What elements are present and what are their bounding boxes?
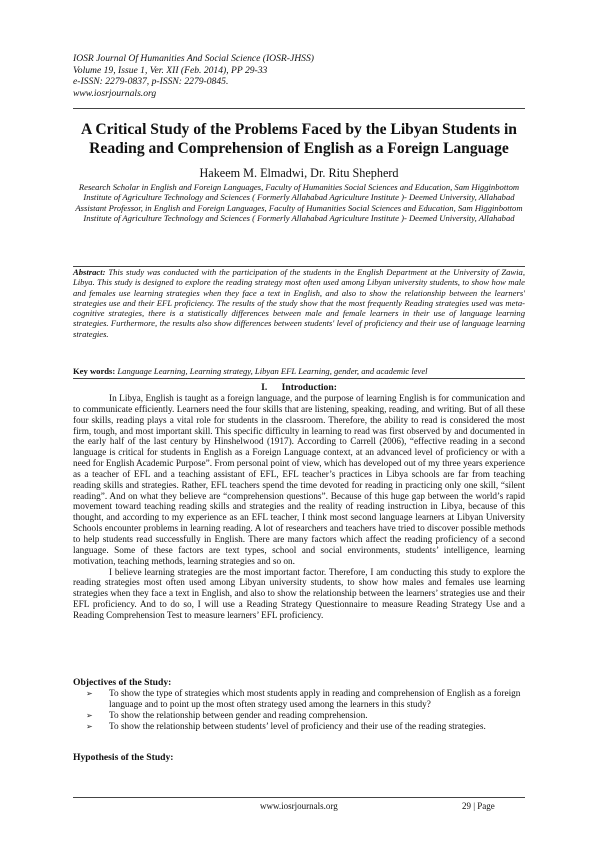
abstract-label: Abstract:	[73, 267, 106, 277]
list-item-text: To show the relationship between students’ level of proficiency and their use of the reading strategies.	[109, 721, 486, 732]
paragraph: I believe learning strategies are the most important factor. Therefore, I am conducting this study to explore the reading strategies most often used among Libyan university students, to show how males and females use learning strategies when they face a text in English, and also to show the relationship between the learners’ strategies use and their EFL proficiency. And to do so, I will use a Reading Strategy Questionnaire to measure Reading Strategy Use and a Reading Comprehension Test to measure learners’ EFL proficiency.	[73, 567, 525, 621]
objectives-list	[73, 689, 525, 732]
footer-divider	[73, 797, 525, 798]
abstract-text: This study was conducted with the participation of the students in the English Department at the University of Zawia, Libya. This study is designed to explore the reading strategy most often used among Libyan university students, to show how male and females use learning strategies when they face a text in English, and also to show the relationship between the learners' strategies use and their EFL proficiency. The results of the study show that the most frequently Reading strategies used was meta-cognitive strategies, there is a statistically differences between male and female learners in their use of language learning strategies. Furthermore, the results also show differences between students' level of proficiency and their use of language learning strategies.	[73, 267, 525, 339]
keywords-label: Key words:	[73, 366, 116, 376]
list-item	[73, 711, 525, 722]
affiliation-1: Research Scholar in English and Foreign Languages, Faculty of Humanities Social Sciences and Education, Sam Higginbottom Institute of Agriculture Technology and Sciences ( Formerly Allahabad Agriculture Institute )- Deemed University, Allahabad	[78, 182, 520, 203]
affiliation-2: Assistant Professor, in English and Foreign Languages, Faculty of Humanities Social Sciences and Education, Sam Higginbottom Institute of Agriculture Technology and Sciences ( Formerly Allahabad Agriculture Institute )- Deemed University, Allahabad	[75, 202, 523, 224]
section-heading-introduction	[73, 382, 525, 393]
keywords	[73, 366, 525, 376]
arrow-bullet-icon: ➢	[86, 710, 93, 720]
introduction-body	[73, 394, 525, 622]
objectives-heading: Objectives of the Study:	[73, 677, 172, 688]
hypothesis-heading: Hypothesis of the Study:	[73, 752, 174, 763]
header-divider	[73, 108, 525, 109]
list-item	[73, 689, 525, 711]
journal-header	[73, 53, 523, 99]
abstract-divider-bottom	[73, 378, 525, 379]
keywords-text: Language Learning, Learning strategy, Libyan EFL Learning, gender, and academic level	[117, 366, 428, 376]
paper-title: A Critical Study of the Problems Faced by the Libyan Students in Reading and Comprehension of English as a Foreign Language	[81, 121, 517, 157]
list-item-text: To show the relationship between gender and reading comprehension.	[109, 710, 368, 721]
journal-issn: e-ISSN: 2279-0837, p-ISSN: 2279-0845.	[73, 76, 229, 88]
page-number: 29 | Page	[462, 801, 495, 811]
arrow-bullet-icon: ➢	[86, 721, 93, 731]
list-item-text: To show the type of strategies which most students apply in reading and comprehension of English as a foreign language and to point up the most often strategy used among the learners in this study?	[109, 689, 521, 710]
journal-url[interactable]: www.iosrjournals.org	[73, 87, 157, 99]
section-number: I.	[261, 382, 268, 393]
list-item	[73, 722, 525, 733]
footer-url[interactable]: www.iosrjournals.org	[260, 801, 338, 811]
journal-name: IOSR Journal Of Humanities And Social Science (IOSR-JHSS)	[73, 53, 314, 64]
author-affiliations	[73, 182, 525, 224]
journal-volume: Volume 19, Issue 1, Ver. XII (Feb. 2014), PP 29-33	[73, 64, 268, 76]
paragraph: In Libya, English is taught as a foreign language, and the purpose of learning English is for communication and to communicate efficiently. Learners need the four skills that are listening, speaking, reading, and writing. But of all these four skills, reading plays a vital role for students in the classroom. Therefore, the ability to read is considered the most firm, tough, and most important skill. This specific difficulty in learning to read was first observed by and documented in the early half of the last century by Hinshelwood (1917). According to Carrell (2006), “effective reading in a second language is critical for students in English as a Foreign Language context, at an advanced level of proficiency or with a need for English Academic Purpose”. From personal point of view, which has developed out of my three years experience as a teacher of EFL and a teaching assistant of EFL, EFL teacher’s practices in Libya schools are far from teaching reading skills and strategies. Rather, EFL teachers spend the time devoted for reading in practicing only one skill, “silent reading”. And on what they believe are “comprehension questions”. Because of this huge gap between the world’s rapid movement toward teaching reading skills and strategies and the reality of reading instruction in Libya, because of this thought, and according to my experience as an EFL teacher, I think most second language learners at Libyan University Schools encounter problems in learning reading. A lot of researchers and teachers have tried to discover possible methods to help students read successfully in English. There are many factors which affect the reading proficiency of a second language. Some of these factors are text types, school and social environments, students’ intelligence, learning motivation, teaching methods, learning strategies and so on.	[73, 394, 525, 567]
arrow-bullet-icon: ➢	[86, 689, 93, 698]
paper-authors: Hakeem M. Elmadwi, Dr. Ritu Shepherd	[199, 166, 399, 180]
abstract	[73, 267, 525, 339]
section-title: Introduction:	[281, 382, 337, 393]
